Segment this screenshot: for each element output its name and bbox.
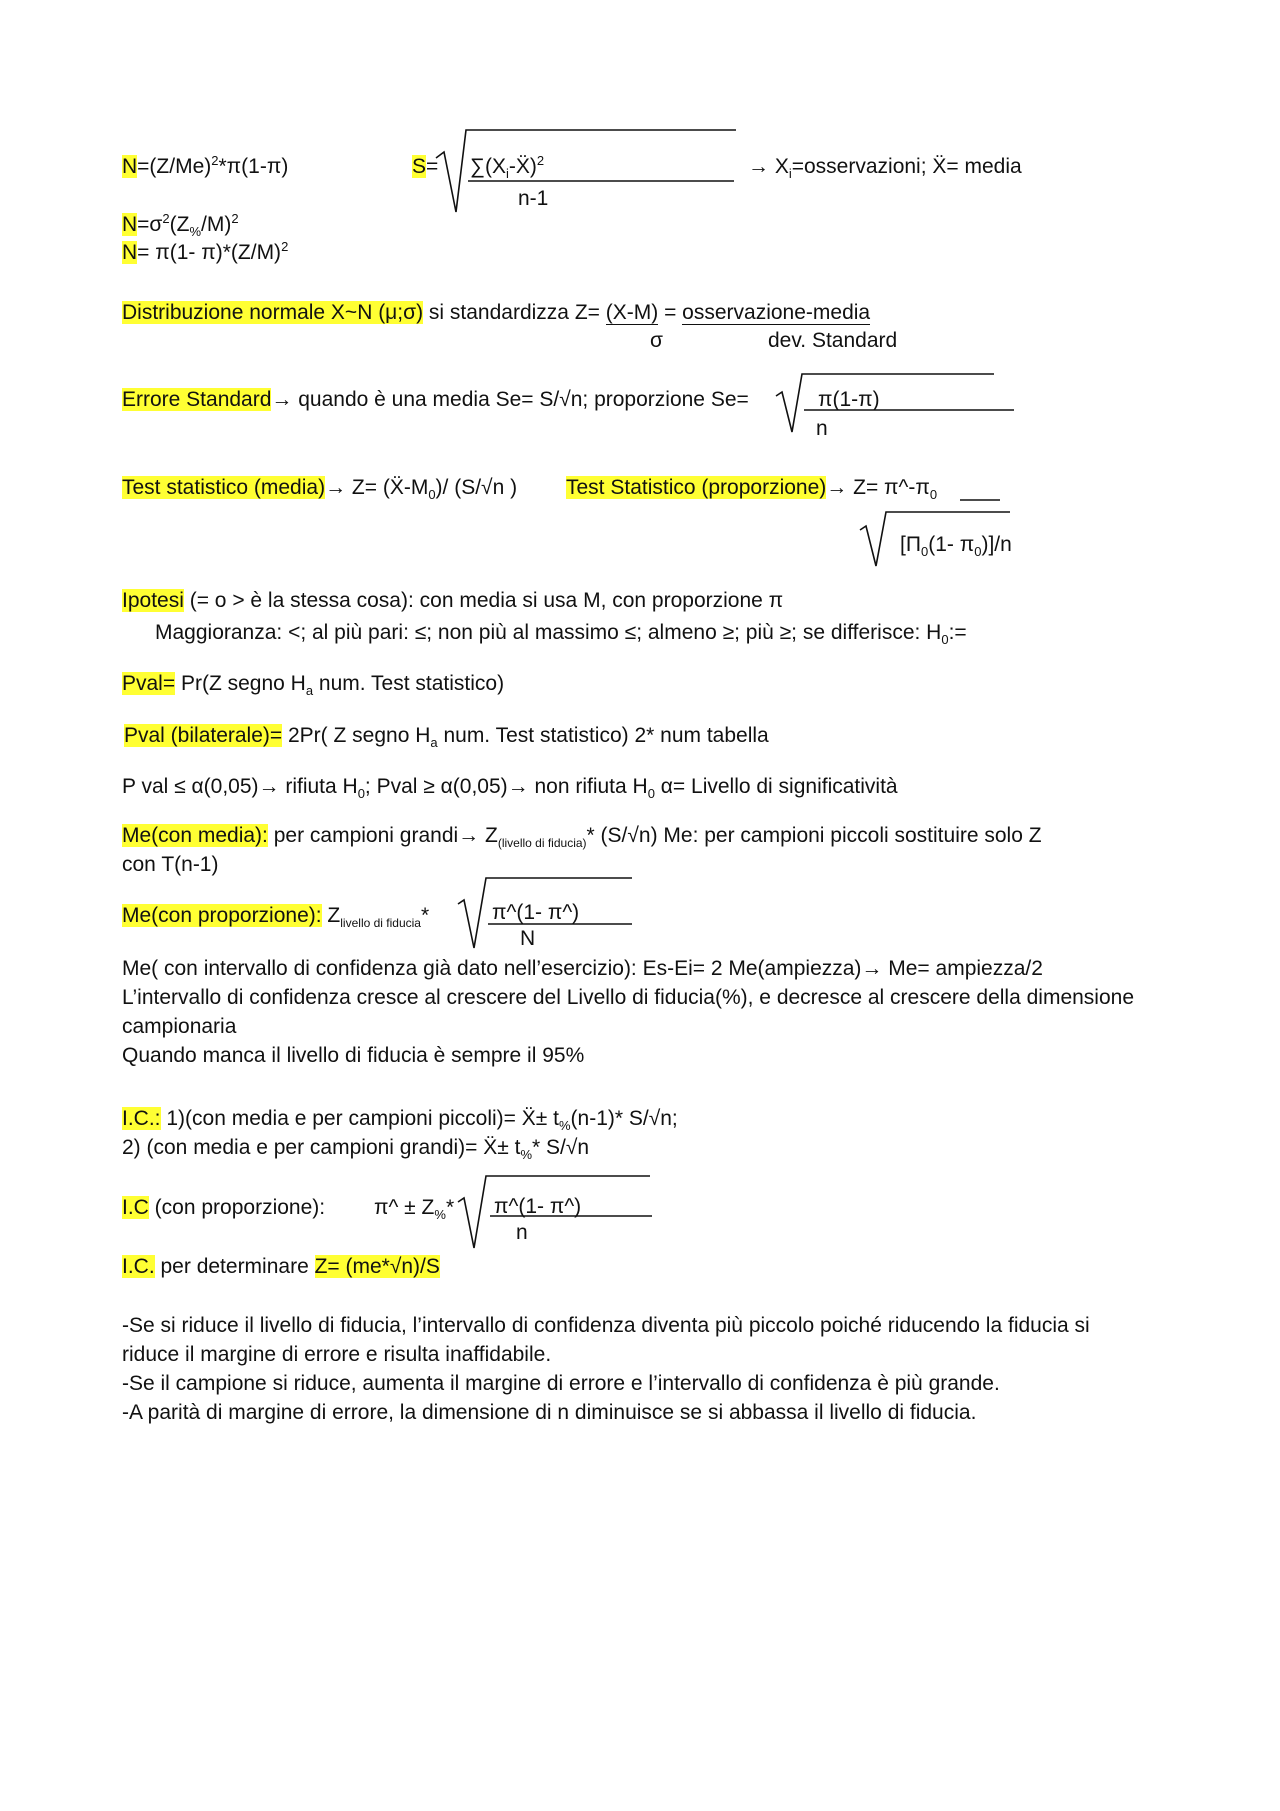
formula-text: =σ xyxy=(137,213,163,236)
sqrt-errore-numerator: π(1-π) xyxy=(818,388,880,411)
s-note xyxy=(748,154,1022,180)
me-con-proporzione xyxy=(122,903,429,936)
subscript: 0 xyxy=(921,544,929,559)
formula-text: =(Z/Me) xyxy=(137,155,212,178)
radical-sign xyxy=(776,370,1016,448)
exponent: 2 xyxy=(211,153,219,168)
note-1: -Se si riduce il livello di fiducia, l’intervallo di confidenza diventa più piccolo poiché riducendo la fiducia si xyxy=(122,1314,1090,1337)
formula-text: Z xyxy=(321,904,341,927)
sqrt-s xyxy=(436,124,736,214)
normale-den-dev: dev. Standard xyxy=(768,329,898,352)
formula-text: /M) xyxy=(201,213,232,236)
subscript: i xyxy=(788,166,792,181)
sqrt-test-prop-denominator xyxy=(900,532,1012,558)
formula-text: per campioni grandi→ Z xyxy=(267,824,498,847)
exponent: 2 xyxy=(536,153,545,168)
me-note-4: Quando manca il livello di fiducia è sempre il 95% xyxy=(122,1044,585,1067)
sqrt-test-prop xyxy=(860,500,1010,568)
subscript: 0 xyxy=(357,786,365,801)
formula-text: (n-1)* S/√n; xyxy=(570,1107,678,1130)
label-s: S xyxy=(412,155,427,178)
subscript: (livello di fiducia) xyxy=(497,836,587,850)
me-con-media-line2: con T(n-1) xyxy=(122,853,219,876)
ic-proporzione xyxy=(122,1195,325,1221)
subscript: livello di fiducia xyxy=(340,916,421,930)
exponent: 2 xyxy=(281,239,289,254)
pval xyxy=(122,671,504,697)
formula-text: per determinare xyxy=(154,1255,315,1278)
sqrt-me-prop-numerator: π^(1- π^) xyxy=(492,901,580,924)
me-con-media xyxy=(122,823,1042,856)
normale-den-sigma: σ xyxy=(650,329,663,352)
sqrt-errore-denominator: n xyxy=(816,417,828,440)
formula-text: Maggioranza: <; al più pari: ≤; non più al massimo ≤; almeno ≥; più ≥; se differisce: H xyxy=(155,621,942,644)
formula-text: ; Pval ≥ α(0,05)→ non rifiuta H xyxy=(364,775,648,798)
formula-text: → X xyxy=(748,155,789,178)
label-pval-bilaterale: Pval (bilaterale)= xyxy=(124,724,283,747)
formula-text: (= o > è la stessa cosa): con media si usa M, con proporzione π xyxy=(183,589,784,612)
label-pval: Pval= xyxy=(122,672,176,695)
formula-text: * S/√n xyxy=(532,1136,590,1159)
fraction-numerator: osservazione-media xyxy=(682,301,871,324)
formula-text: -Ẍ) xyxy=(508,155,537,178)
formula-text: )]/n xyxy=(981,533,1012,556)
formula-text: * xyxy=(445,1196,455,1219)
formula-text: → quando è una media Se= S/√n; proporzione Se= xyxy=(271,388,749,411)
formula-text: 2) (con media e per campioni grandi)= Ẍ± t xyxy=(122,1136,521,1159)
sqrt-me-prop xyxy=(458,874,634,950)
formula-s-label xyxy=(412,154,438,180)
subscript: a xyxy=(430,735,438,750)
subscript: 0 xyxy=(647,786,655,801)
exponent: 2 xyxy=(162,211,170,226)
formula-n-3 xyxy=(122,240,288,266)
subscript: % xyxy=(189,224,202,239)
formula-text: *π(1-π) xyxy=(218,155,289,178)
subscript: % xyxy=(520,1147,533,1162)
formula-text: 1)(con media e per campioni piccoli)= Ẍ± t xyxy=(160,1107,559,1130)
formula-text: num. Test statistico) xyxy=(313,672,505,695)
fraction-numerator: (X-M) xyxy=(605,301,659,324)
ic-media-piccoli xyxy=(122,1106,678,1132)
formula-text: * (S/√n) Me: per campioni piccoli sostituire solo Z xyxy=(586,824,1042,847)
note-4: -A parità di margine di errore, la dimensione di n diminuisce se si abbassa il livello di fiducia. xyxy=(122,1401,977,1424)
sqrt-ic-prop xyxy=(458,1172,654,1250)
subscript: 0 xyxy=(428,487,436,502)
exponent: 2 xyxy=(231,211,239,226)
test-statistico-media xyxy=(122,475,517,501)
label-errore-standard: Errore Standard xyxy=(122,388,272,411)
formula-text: 2Pr( Z segno H xyxy=(282,724,431,747)
formula-text: * xyxy=(420,904,430,927)
test-statistico-proporzione xyxy=(566,475,937,501)
formula-text: num. Test statistico) 2* num tabella xyxy=(437,724,769,747)
formula-text: ∑(X xyxy=(470,155,506,178)
label-ic: I.C.: xyxy=(122,1107,161,1130)
formula-text: (Z xyxy=(169,213,190,236)
subscript: i xyxy=(505,166,509,181)
ic-determinare-z xyxy=(122,1254,440,1280)
sqrt-s-numerator xyxy=(470,154,544,180)
formula-text: Pr(Z segno H xyxy=(175,672,306,695)
formula-text: α= Livello di significatività xyxy=(654,775,898,798)
me-note-3: campionaria xyxy=(122,1015,237,1038)
equals: = xyxy=(426,155,439,178)
distribuzione-normale xyxy=(122,300,870,326)
label-ic-z: I.C. xyxy=(122,1255,155,1278)
sqrt-errore xyxy=(776,370,1016,448)
formula-z-highlight: Z= (me*√n)/S xyxy=(314,1255,440,1278)
sqrt-s-denominator: n-1 xyxy=(518,187,549,210)
label-ipotesi: Ipotesi xyxy=(122,589,184,612)
label-me-proporzione: Me(con proporzione): xyxy=(122,904,322,927)
note-2: riduce il margine di errore e risulta inaffidabile. xyxy=(122,1343,552,1366)
formula-text: := xyxy=(948,621,967,644)
note-3: -Se il campione si riduce, aumenta il margine di errore e l’intervallo di confidenza è più grande. xyxy=(122,1372,1000,1395)
formula-text: = π(1- π)*(Z/M) xyxy=(137,241,282,264)
pval-rule xyxy=(122,774,898,800)
formula-text: (con proporzione): xyxy=(148,1196,326,1219)
ic-proporzione-formula xyxy=(374,1195,454,1221)
subscript: 0 xyxy=(974,544,982,559)
formula-text: π^ ± Z xyxy=(374,1196,435,1219)
formula-text: )/ (S/√n ) xyxy=(435,476,518,499)
errore-standard xyxy=(122,387,749,413)
formula-n-1 xyxy=(122,154,288,180)
formula-text: (1- π xyxy=(928,533,975,556)
label-test-proporzione: Test Statistico (proporzione) xyxy=(566,476,827,499)
equals: = xyxy=(658,301,683,324)
formula-text: si standardizza Z= xyxy=(423,301,606,324)
sqrt-me-prop-denominator: N xyxy=(520,927,536,950)
subscript: % xyxy=(434,1207,446,1222)
sqrt-ic-prop-numerator: π^(1- π^) xyxy=(494,1195,582,1218)
ipotesi-maggioranza xyxy=(155,620,967,646)
label-test-media: Test statistico (media) xyxy=(122,476,326,499)
label-n: N xyxy=(122,213,138,236)
subscript: 0 xyxy=(929,487,938,502)
sqrt-ic-prop-denominator: n xyxy=(516,1221,528,1244)
formula-text: → Z= π^-π xyxy=(826,476,930,499)
subscript: % xyxy=(558,1118,571,1133)
pval-bilaterale xyxy=(124,723,769,749)
formula-text: [Π xyxy=(900,533,921,556)
formula-text: → Z= (Ẍ-M xyxy=(325,476,429,499)
label-distribuzione-normale: Distribuzione normale X~N (μ;σ) xyxy=(122,301,424,324)
subscript: 0 xyxy=(941,632,949,647)
label-me-media: Me(con media): xyxy=(122,824,268,847)
ic-media-grandi xyxy=(122,1135,589,1161)
formula-text: =osservazioni; Ẍ= media xyxy=(791,155,1022,178)
formula-text: P val ≤ α(0,05)→ rifiuta H xyxy=(122,775,358,798)
formula-n-2 xyxy=(122,212,239,238)
label-ic-prop: I.C xyxy=(122,1196,149,1219)
me-note-1: Me( con intervallo di confidenza già dato nell’esercizio): Es-Ei= 2 Me(ampiezza)→ Me= ampiezza/2 xyxy=(122,957,1043,980)
subscript: a xyxy=(305,683,314,698)
me-note-2: L’intervallo di confidenza cresce al crescere del Livello di fiducia(%), e decresce al crescere della dimensione xyxy=(122,986,1135,1009)
ipotesi xyxy=(122,588,783,614)
label-n: N xyxy=(122,155,138,178)
label-n: N xyxy=(122,241,138,264)
